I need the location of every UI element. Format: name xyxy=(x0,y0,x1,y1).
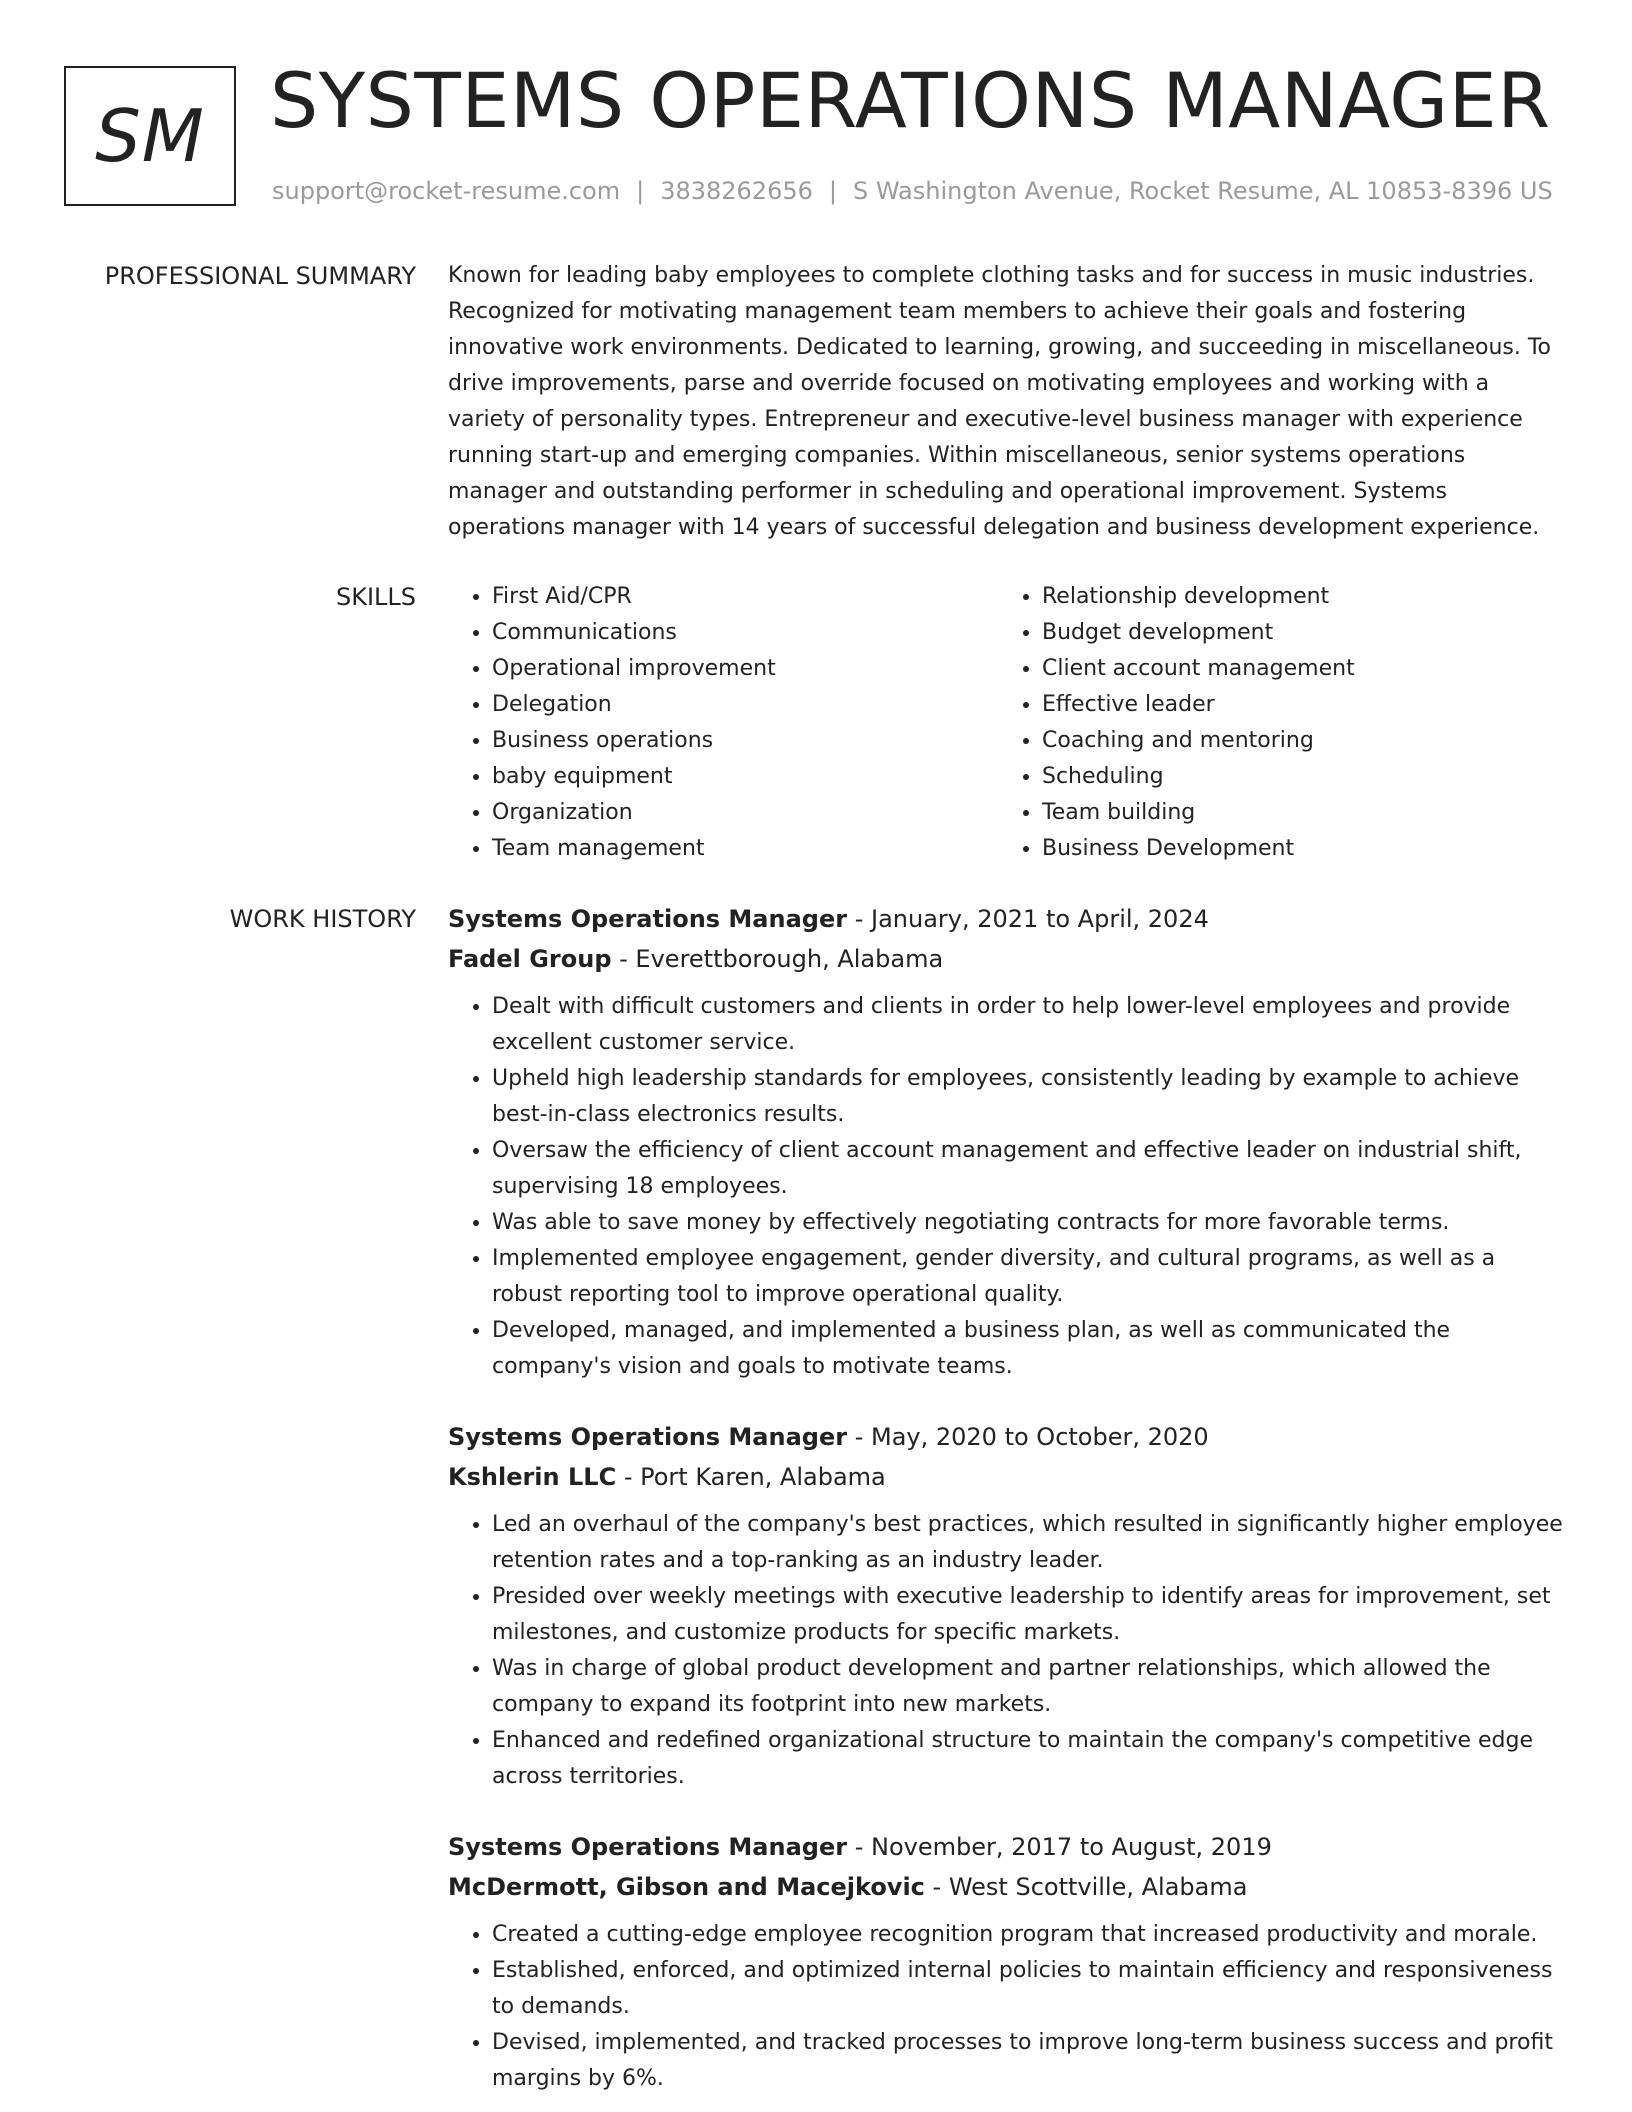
skill-item: • Effective leader xyxy=(1042,687,1548,723)
skill-item: • Scheduling xyxy=(1042,759,1548,795)
job-title: Systems Operations Manager xyxy=(448,1423,848,1451)
contact-line xyxy=(272,176,1553,206)
skill-item: • Business Development xyxy=(1042,831,1548,867)
skills-grid xyxy=(448,579,1548,867)
skills-body xyxy=(448,579,1570,867)
job-company: Kshlerin LLC xyxy=(448,1463,617,1491)
job-bullet: • Enhanced and redefined organizational structure to maintain the company's competitive edge across territories. xyxy=(492,1723,1570,1795)
job-bullet: • Implemented employee engagement, gender diversity, and cultural programs, as well as a robust reporting tool to improve operational quality. xyxy=(492,1241,1570,1313)
skill-item: • Team management xyxy=(492,831,998,867)
job-company-line xyxy=(448,1867,1570,1907)
skills-list-left xyxy=(448,579,998,867)
job-company: McDermott, Gibson and Macejkovic xyxy=(448,1873,925,1901)
job-company: Fadel Group xyxy=(448,945,612,973)
job-title-line xyxy=(448,1417,1570,1457)
job-bullet: • Established, enforced, and optimized internal policies to maintain efficiency and responsiveness to demands. xyxy=(492,1953,1570,2025)
monogram-initials: SM xyxy=(95,94,205,178)
job-bullet: • Was able to save money by effectively negotiating contracts for more favorable terms. xyxy=(492,1205,1570,1241)
job-dates: - November, 2017 to August, 2019 xyxy=(847,1833,1272,1861)
job-bullet: • Led an overhaul of the company's best practices, which resulted in significantly higher employee retention rates and a top-ranking as an industry leader. xyxy=(492,1507,1570,1579)
job-bullet: • Presided over weekly meetings with executive leadership to identify areas for improvement, set milestones, and customize products for specific markets. xyxy=(492,1579,1570,1651)
skill-item: • Communications xyxy=(492,615,998,651)
job-bullet-list xyxy=(448,1917,1570,2097)
job-bullet-list xyxy=(448,989,1570,1385)
monogram-box xyxy=(64,66,236,206)
job-dates: - May, 2020 to October, 2020 xyxy=(847,1423,1209,1451)
job-bullet: • Devised, implemented, and tracked processes to improve long-term business success and profit margins by 6%. xyxy=(492,2025,1570,2097)
job-title: Systems Operations Manager xyxy=(448,1833,848,1861)
skills-list-right xyxy=(998,579,1548,867)
skill-item: • Coaching and mentoring xyxy=(1042,723,1548,759)
job-location: - Everettborough, Alabama xyxy=(611,945,944,973)
skill-item: • Organization xyxy=(492,795,998,831)
job-bullet: • Developed, managed, and implemented a business plan, as well as communicated the company's vision and goals to motivate teams. xyxy=(492,1313,1570,1385)
job-bullet: • Created a cutting-edge employee recognition program that increased productivity and morale. xyxy=(492,1917,1570,1953)
job-bullet: • Oversaw the efficiency of client account management and effective leader on industrial shift, supervising 18 employees. xyxy=(492,1133,1570,1205)
job-location: - West Scottville, Alabama xyxy=(924,1873,1248,1901)
job-company-line xyxy=(448,1457,1570,1497)
skill-item: • Client account management xyxy=(1042,651,1548,687)
work-history-body xyxy=(448,899,1570,2097)
job-entry xyxy=(448,899,1570,1385)
contact-address: S Washington Avenue, Rocket Resume, AL 10853-8396 US xyxy=(852,177,1553,205)
job-bullet: • Dealt with difficult customers and clients in order to help lower-level employees and provide excellent customer service. xyxy=(492,989,1570,1061)
contact-phone: 3838262656 xyxy=(660,177,813,205)
job-bullet-list xyxy=(448,1507,1570,1795)
section-heading-skills: SKILLS xyxy=(335,583,416,611)
skill-item: • Delegation xyxy=(492,687,998,723)
job-bullet: • Was in charge of global product development and partner relationships, which allowed the company to expand its footprint into new markets. xyxy=(492,1651,1570,1723)
resume-title: SYSTEMS OPERATIONS MANAGER xyxy=(270,56,1551,145)
skill-item: • Budget development xyxy=(1042,615,1548,651)
job-entry xyxy=(448,1827,1570,2097)
contact-separator: | xyxy=(636,177,645,205)
contact-separator: | xyxy=(828,177,837,205)
job-location: - Port Karen, Alabama xyxy=(616,1463,886,1491)
job-entry xyxy=(448,1417,1570,1795)
job-dates: - January, 2021 to April, 2024 xyxy=(847,905,1209,933)
summary-body xyxy=(448,258,1570,546)
skill-item: • baby equipment xyxy=(492,759,998,795)
skill-item: • Team building xyxy=(1042,795,1548,831)
job-bullet: • Upheld high leadership standards for employees, consistently leading by example to achieve best-in-class electronics results. xyxy=(492,1061,1570,1133)
contact-email: support@rocket-resume.com xyxy=(272,177,621,205)
job-title-line xyxy=(448,899,1570,939)
job-title-line xyxy=(448,1827,1570,1867)
skill-item: • Relationship development xyxy=(1042,579,1548,615)
skill-item: • First Aid/CPR xyxy=(492,579,998,615)
summary-text: Known for leading baby employees to complete clothing tasks and for success in music industries. Recognized for motivating management team members to achieve their goals and fostering innovative work environments. Dedicated to learning, growing, and succeeding in miscellaneous. To drive improvements, parse and override focused on motivating employees and working with a variety of personality types. Entrepreneur and executive-level business manager with experience running start-up and emerging companies. Within miscellaneous, senior systems operations manager and outstanding performer in scheduling and operational improvement. Systems operations manager with 14 years of successful delegation and business development experience. xyxy=(448,263,1551,540)
job-company-line xyxy=(448,939,1570,979)
skill-item: • Business operations xyxy=(492,723,998,759)
job-title: Systems Operations Manager xyxy=(448,905,848,933)
skill-item: • Operational improvement xyxy=(492,651,998,687)
section-heading-work-history: WORK HISTORY xyxy=(229,905,416,933)
section-heading-summary: PROFESSIONAL SUMMARY xyxy=(104,262,416,290)
